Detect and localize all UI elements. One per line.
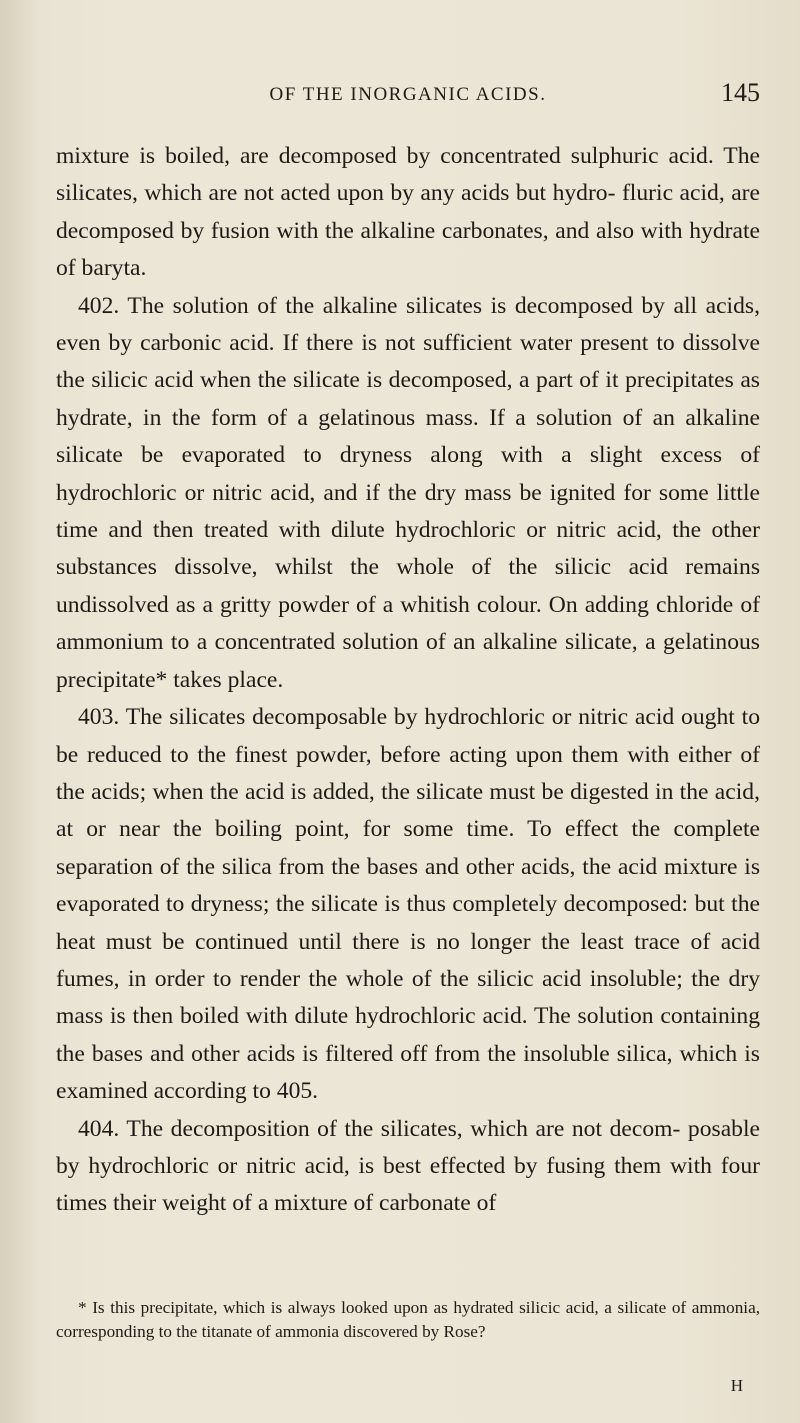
body-text xyxy=(56,138,760,1223)
signature-mark: H xyxy=(730,1376,744,1395)
paragraph-402: 402. The solution of the alkaline silicates is decomposed by all acids, even by carbonic acid. If there is not sufficient water present to dissolve the silicic acid when the silicate is decomposed, a part of it precipitates as hydrate, in the form of a gelatinous mass. If a solution of an alkaline silicate be evaporated to dryness along with a slight excess of hydrochloric or nitric acid, and if the dry mass be ignited for some little time and then treated with dilute hydrochloric or nitric acid, the other substances dissolve, whilst the whole of the silicic acid remains undissolved as a gritty powder of a whitish colour. On adding chloride of ammonium to a concentrated solution of an alkaline silicate, a gelatinous precipitate* takes place. xyxy=(56,292,760,693)
paragraph-continuation: mixture is boiled, are decomposed by concentrated sulphuric acid. The silicates, which are not acted upon by any acids but hydro- fluric acid, are decomposed by fusion with the alkaline carbonates, and also with hydrate of baryta. xyxy=(56,143,760,282)
paragraph-403: 403. The silicates decomposable by hydrochloric or nitric acid ought to be reduced to the finest powder, before acting upon them with either of the acids; when the acid is added, the silicate must be digested in the acid, at or near the boiling point, for some time. To effect the complete separation of the silica from the bases and other acids, the acid mixture is evaporated to dryness; the silicate is thus completely decomposed: but the heat must be continued until there is no longer the least trace of acid fumes, in order to render the whole of the silicic acid insoluble; the dry mass is then boiled with dilute hydrochloric acid. The solution containing the bases and other acids is filtered off from the insoluble silica, which is examined according to 405. xyxy=(56,704,760,1105)
running-head: OF THE INORGANIC ACIDS. xyxy=(269,84,547,105)
page-header xyxy=(56,78,760,118)
page-number: 145 xyxy=(721,78,760,107)
footnote-text: * Is this precipitate, which is always looked upon as hydrated silicic acid, a silicate of ammonia, corresponding to the titanate of ammonia discovered by Rose? xyxy=(56,1298,760,1341)
footnote xyxy=(56,1296,760,1344)
paragraph-404: 404. The decomposition of the silicates, which are not decom- posable by hydrochloric or nitric acid, is best effected by fusing them with four times their weight of a mixture of carbonate of xyxy=(56,1115,760,1217)
